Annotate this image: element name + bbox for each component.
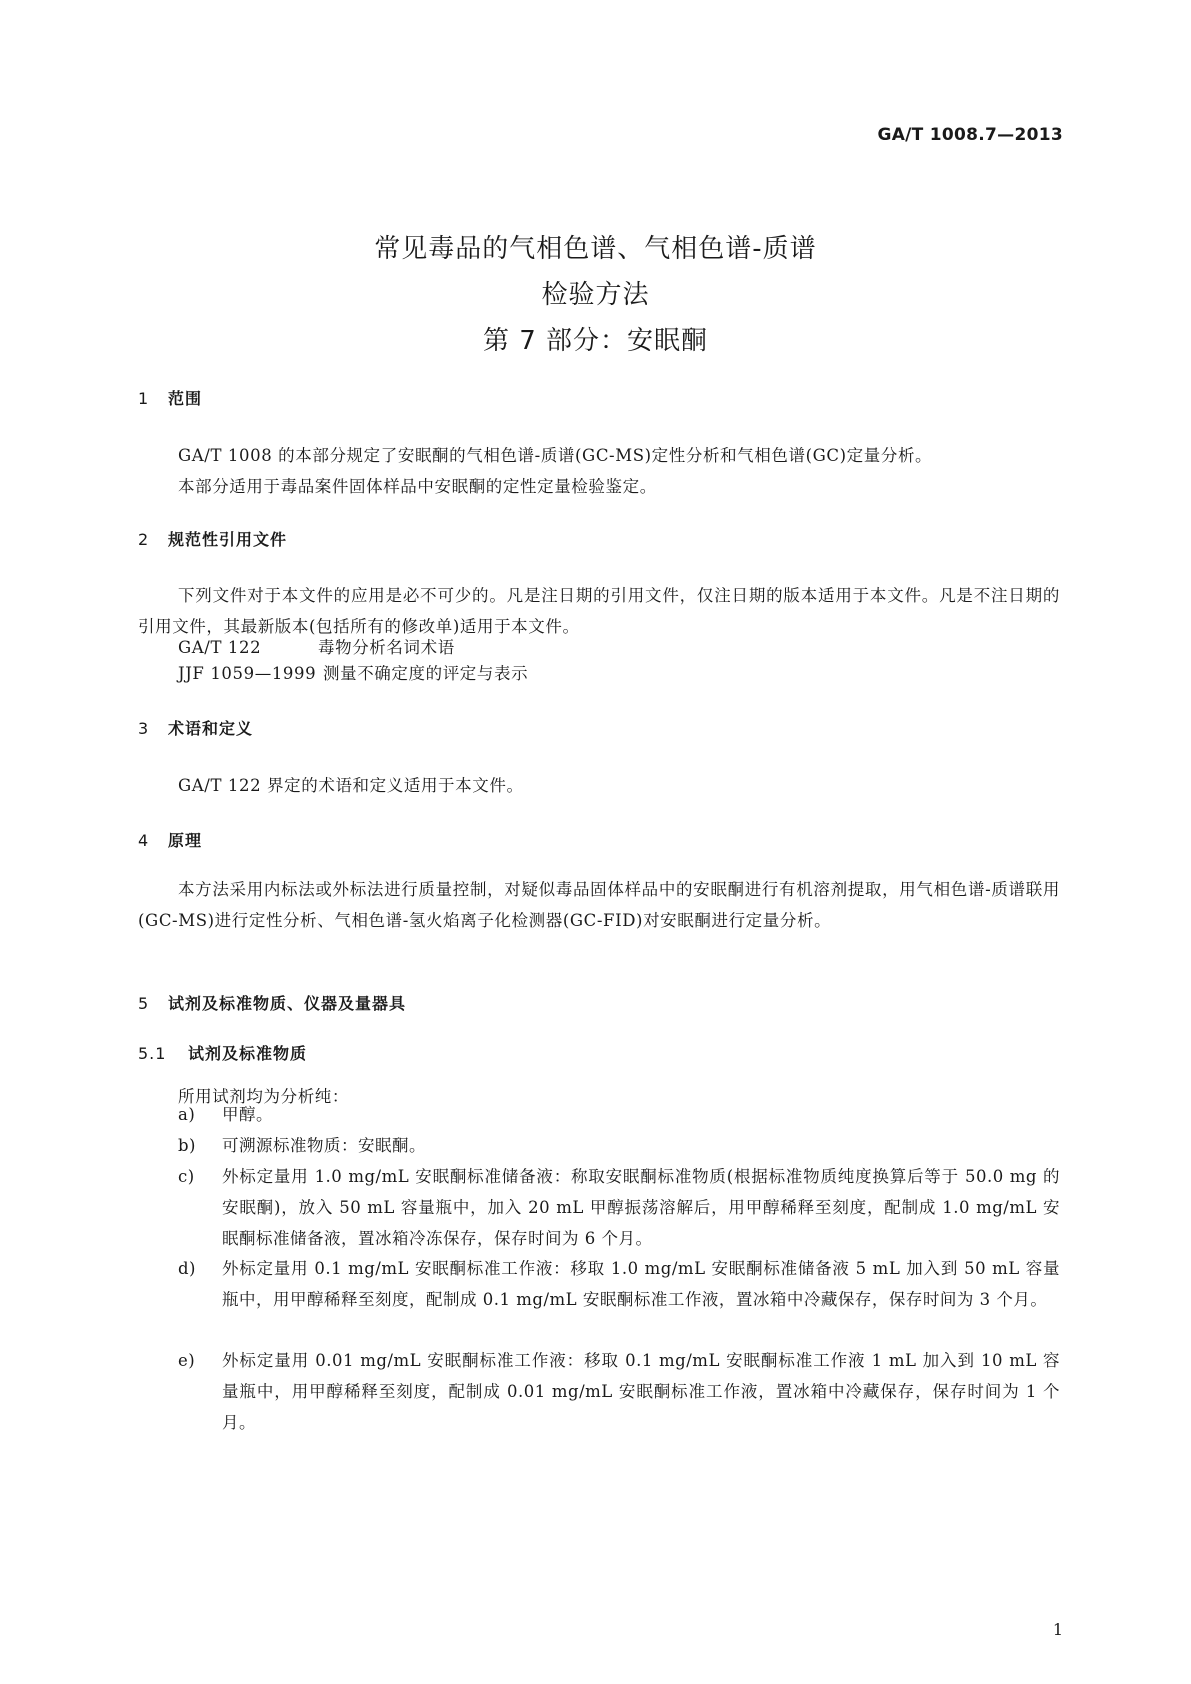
section-title: 规范性引用文件 xyxy=(168,530,288,549)
list-label: d) xyxy=(178,1259,196,1278)
section-heading-3 xyxy=(138,716,253,739)
list-intro: 所用试剂均为分析纯： xyxy=(178,1087,349,1106)
section-title: 试剂及标准物质、仪器及量器具 xyxy=(168,994,407,1013)
subsection-heading-5-1 xyxy=(138,1041,307,1064)
section-number: 5.1 xyxy=(138,1044,167,1063)
normative-reference xyxy=(178,660,528,684)
section-number: 4 xyxy=(138,831,150,850)
paragraph: GA/T 1008 的本部分规定了安眠酮的气相色谱-质谱(GC-MS)定性分析和气相色谱(GC)定量分析。 xyxy=(178,446,933,465)
list-item xyxy=(178,1099,1060,1130)
list-text: 甲醇。 xyxy=(222,1105,273,1124)
list-text: 外标定量用 0.01 mg/mL 安眠酮标准工作液：移取 0.1 mg/mL 安眠酮标准工作液 1 mL 加入到 10 mL 容量瓶中，用甲醇稀释至刻度，配制成 0.01 mg/mL 安眠酮标准工作液，置冰箱中冷藏保存，保存时间为 1 个月。 xyxy=(222,1351,1060,1432)
paragraph: GA/T 122 界定的术语和定义适用于本文件。 xyxy=(178,776,524,795)
section-heading-4 xyxy=(138,828,202,851)
list-label: e) xyxy=(178,1351,196,1370)
paragraph: 本方法采用内标法或外标法进行质量控制，对疑似毒品固体样品中的安眠酮进行有机溶剂提取，用气相色谱-质谱联用(GC-MS)进行定性分析、气相色谱-氢火焰离子化检测器(GC-FID)对安眠酮进行定量分析。 xyxy=(138,880,1060,930)
list-item xyxy=(178,1130,1060,1161)
list-text: 可溯源标准物质：安眠酮。 xyxy=(222,1136,426,1155)
list-item xyxy=(178,1345,1060,1438)
standard-code: GA/T 1008.7—2013 xyxy=(877,125,1063,145)
section-title: 原理 xyxy=(168,831,203,850)
page-number: 1 xyxy=(1052,1620,1063,1639)
section-number: 1 xyxy=(138,389,150,408)
normative-reference xyxy=(178,634,455,658)
section-number: 5 xyxy=(138,994,150,1013)
list-label: c) xyxy=(178,1167,195,1186)
document-title-line1: 常见毒品的气相色谱、气相色谱-质谱 xyxy=(374,234,817,264)
paragraph: 本部分适用于毒品案件固体样品中安眠酮的定性定量检验鉴定。 xyxy=(178,477,657,496)
document-title-line3: 第 7 部分：安眠酮 xyxy=(482,326,709,356)
section-title: 术语和定义 xyxy=(168,719,254,738)
section-heading-1 xyxy=(138,386,202,409)
section-number: 3 xyxy=(138,719,150,738)
section-title: 试剂及标准物质 xyxy=(188,1044,308,1063)
reference-code: JJF 1059—1999 xyxy=(178,664,317,683)
section-number: 2 xyxy=(138,530,150,549)
section-heading-2 xyxy=(138,527,287,550)
list-text: 外标定量用 0.1 mg/mL 安眠酮标准工作液：移取 1.0 mg/mL 安眠酮标准储备液 5 mL 加入到 50 mL 容量瓶中，用甲醇稀释至刻度，配制成 0.1 mg/mL 安眠酮标准工作液，置冰箱中冷藏保存，保存时间为 3 个月。 xyxy=(222,1259,1060,1309)
reference-code: GA/T 122 xyxy=(178,638,262,657)
section-title: 范围 xyxy=(168,389,203,408)
list-item xyxy=(178,1253,1060,1315)
list-text: 外标定量用 1.0 mg/mL 安眠酮标准储备液：称取安眠酮标准物质(根据标准物质纯度换算后等于 50.0 mg 的安眠酮)，放入 50 mL 容量瓶中，加入 20 mL 甲醇振荡溶解后，用甲醇稀释至刻度，配制成 1.0 mg/mL 安眠酮标准储备液，置冰箱冷冻保存，保存时间为 6 个月。 xyxy=(222,1167,1060,1248)
reference-name: 毒物分析名词术语 xyxy=(318,638,455,657)
list-label: a) xyxy=(178,1105,196,1124)
list-label: b) xyxy=(178,1136,196,1155)
paragraph: 下列文件对于本文件的应用是必不可少的。凡是注日期的引用文件，仅注日期的版本适用于本文件。凡是不注日期的引用文件，其最新版本(包括所有的修改单)适用于本文件。 xyxy=(138,586,1060,636)
document-title-line2: 检验方法 xyxy=(541,280,650,310)
section-heading-5 xyxy=(138,991,406,1014)
reference-name: 测量不确定度的评定与表示 xyxy=(323,664,529,683)
list-item xyxy=(178,1161,1060,1254)
